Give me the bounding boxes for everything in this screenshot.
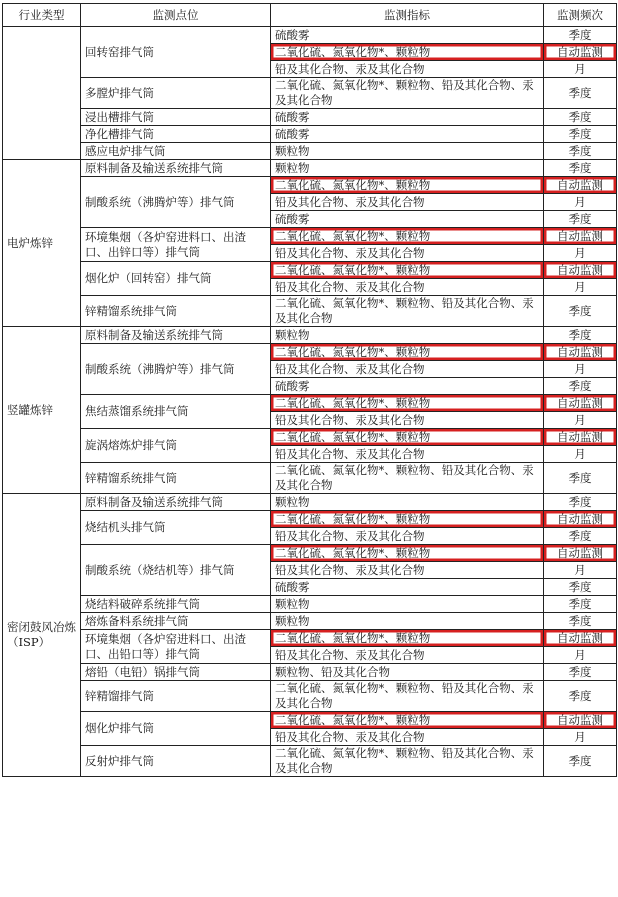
monitoring-point-cell: 浸出槽排气筒 xyxy=(81,109,271,126)
indicator-cell: 铅及其化合物、汞及其化合物 xyxy=(271,446,544,463)
frequency-cell: 季度 xyxy=(544,160,617,177)
table-body xyxy=(3,27,617,777)
indicator-cell: 颗粒物 xyxy=(271,327,544,344)
monitoring-point-cell: 焦结蒸馏系统排气筒 xyxy=(81,395,271,429)
frequency-cell: 月 xyxy=(544,194,617,211)
indicator-cell: 二氧化硫、氮氧化物*、颗粒物 xyxy=(271,344,544,361)
header-frequency: 监测频次 xyxy=(544,4,617,27)
monitoring-point-cell: 制酸系统（烧结机等）排气筒 xyxy=(81,545,271,596)
table-row xyxy=(3,27,617,44)
table-row xyxy=(3,109,617,126)
frequency-cell: 自动监测 xyxy=(544,429,617,446)
monitoring-point-cell: 制酸系统（沸腾炉等）排气筒 xyxy=(81,177,271,228)
frequency-cell: 月 xyxy=(544,245,617,262)
indicator-cell: 硫酸雾 xyxy=(271,126,544,143)
indicator-cell: 铅及其化合物、汞及其化合物 xyxy=(271,528,544,545)
table-row xyxy=(3,596,617,613)
monitoring-table xyxy=(2,3,617,777)
frequency-cell: 自动监测 xyxy=(544,511,617,528)
frequency-cell: 季度 xyxy=(544,596,617,613)
table-row xyxy=(3,463,617,494)
highlighted-row xyxy=(3,630,617,647)
frequency-cell: 季度 xyxy=(544,681,617,712)
monitoring-point-cell: 旋涡熔炼炉排气筒 xyxy=(81,429,271,463)
highlighted-row xyxy=(3,511,617,528)
industry-type-cell: 竖罐炼锌 xyxy=(3,327,81,494)
monitoring-point-cell: 原料制备及输送系统排气筒 xyxy=(81,327,271,344)
indicator-cell: 二氧化硫、氮氧化物*、颗粒物、铅及其化合物、汞及其化合物 xyxy=(271,296,544,327)
indicator-cell: 颗粒物 xyxy=(271,596,544,613)
monitoring-point-cell: 回转窑排气筒 xyxy=(81,27,271,78)
indicator-cell: 二氧化硫、氮氧化物*、颗粒物、铅及其化合物、汞及其化合物 xyxy=(271,78,544,109)
frequency-cell: 自动监测 xyxy=(544,177,617,194)
monitoring-point-cell: 烧结料破碎系统排气筒 xyxy=(81,596,271,613)
frequency-cell: 自动监测 xyxy=(544,344,617,361)
indicator-cell: 二氧化硫、氮氧化物*、颗粒物 xyxy=(271,44,544,61)
highlighted-row xyxy=(3,262,617,279)
monitoring-point-cell: 锌精馏系统排气筒 xyxy=(81,296,271,327)
monitoring-table-page xyxy=(2,3,616,777)
monitoring-point-cell: 锌精馏排气筒 xyxy=(81,681,271,712)
monitoring-point-cell: 多膛炉排气筒 xyxy=(81,78,271,109)
indicator-cell: 铅及其化合物、汞及其化合物 xyxy=(271,729,544,746)
indicator-cell: 二氧化硫、氮氧化物*、颗粒物 xyxy=(271,177,544,194)
monitoring-point-cell: 制酸系统（沸腾炉等）排气筒 xyxy=(81,344,271,395)
frequency-cell: 月 xyxy=(544,412,617,429)
monitoring-point-cell: 锌精馏系统排气筒 xyxy=(81,463,271,494)
frequency-cell: 月 xyxy=(544,361,617,378)
indicator-cell: 硫酸雾 xyxy=(271,27,544,44)
monitoring-point-cell: 熔炼备料系统排气筒 xyxy=(81,613,271,630)
indicator-cell: 颗粒物 xyxy=(271,494,544,511)
table-row xyxy=(3,664,617,681)
table-row xyxy=(3,126,617,143)
highlighted-row xyxy=(3,177,617,194)
frequency-cell: 自动监测 xyxy=(544,545,617,562)
frequency-cell: 季度 xyxy=(544,211,617,228)
frequency-cell: 季度 xyxy=(544,528,617,545)
indicator-cell: 二氧化硫、氮氧化物*、颗粒物 xyxy=(271,712,544,729)
frequency-cell: 季度 xyxy=(544,378,617,395)
indicator-cell: 铅及其化合物、汞及其化合物 xyxy=(271,361,544,378)
table-row xyxy=(3,613,617,630)
frequency-cell: 自动监测 xyxy=(544,44,617,61)
indicator-cell: 铅及其化合物、汞及其化合物 xyxy=(271,61,544,78)
indicator-cell: 颗粒物、铅及其化合物 xyxy=(271,664,544,681)
header-row xyxy=(3,4,617,27)
frequency-cell: 季度 xyxy=(544,664,617,681)
table-row xyxy=(3,494,617,511)
indicator-cell: 二氧化硫、氮氧化物*、颗粒物 xyxy=(271,545,544,562)
indicator-cell: 二氧化硫、氮氧化物*、颗粒物 xyxy=(271,228,544,245)
indicator-cell: 硫酸雾 xyxy=(271,378,544,395)
highlighted-row xyxy=(3,545,617,562)
frequency-cell: 月 xyxy=(544,562,617,579)
highlighted-row xyxy=(3,344,617,361)
frequency-cell: 自动监测 xyxy=(544,228,617,245)
frequency-cell: 季度 xyxy=(544,27,617,44)
indicator-cell: 硫酸雾 xyxy=(271,109,544,126)
header-indicator: 监测指标 xyxy=(271,4,544,27)
indicator-cell: 硫酸雾 xyxy=(271,211,544,228)
indicator-cell: 二氧化硫、氮氧化物*、颗粒物、铅及其化合物、汞及其化合物 xyxy=(271,463,544,494)
indicator-cell: 铅及其化合物、汞及其化合物 xyxy=(271,647,544,664)
monitoring-point-cell: 原料制备及输送系统排气筒 xyxy=(81,494,271,511)
header-industry: 行业类型 xyxy=(3,4,81,27)
industry-type-cell: 密闭鼓风冶炼（ISP） xyxy=(3,494,81,777)
indicator-cell: 二氧化硫、氮氧化物*、颗粒物 xyxy=(271,630,544,647)
indicator-cell: 二氧化硫、氮氧化物*、颗粒物 xyxy=(271,262,544,279)
frequency-cell: 自动监测 xyxy=(544,262,617,279)
frequency-cell: 月 xyxy=(544,279,617,296)
indicator-cell: 二氧化硫、氮氧化物*、颗粒物 xyxy=(271,429,544,446)
frequency-cell: 月 xyxy=(544,446,617,463)
frequency-cell: 季度 xyxy=(544,463,617,494)
frequency-cell: 季度 xyxy=(544,78,617,109)
frequency-cell: 自动监测 xyxy=(544,395,617,412)
frequency-cell: 季度 xyxy=(544,579,617,596)
frequency-cell: 自动监测 xyxy=(544,630,617,647)
indicator-cell: 二氧化硫、氮氧化物*、颗粒物、铅及其化合物、汞及其化合物 xyxy=(271,681,544,712)
monitoring-point-cell: 烧结机头排气筒 xyxy=(81,511,271,545)
monitoring-point-cell: 原料制备及输送系统排气筒 xyxy=(81,160,271,177)
monitoring-point-cell: 净化槽排气筒 xyxy=(81,126,271,143)
table-row xyxy=(3,143,617,160)
header-point: 监测点位 xyxy=(81,4,271,27)
monitoring-point-cell: 环境集烟（各炉窑进料口、出渣口、出锌口等）排气筒 xyxy=(81,228,271,262)
indicator-cell: 铅及其化合物、汞及其化合物 xyxy=(271,562,544,579)
industry-type-cell xyxy=(3,27,81,160)
frequency-cell: 月 xyxy=(544,61,617,78)
monitoring-point-cell: 熔铅（电铅）锅排气筒 xyxy=(81,664,271,681)
table-row xyxy=(3,78,617,109)
industry-type-cell: 电炉炼锌 xyxy=(3,160,81,327)
highlighted-row xyxy=(3,395,617,412)
indicator-cell: 硫酸雾 xyxy=(271,579,544,596)
highlighted-row xyxy=(3,228,617,245)
frequency-cell: 季度 xyxy=(544,109,617,126)
indicator-cell: 铅及其化合物、汞及其化合物 xyxy=(271,194,544,211)
frequency-cell: 月 xyxy=(544,729,617,746)
highlighted-row xyxy=(3,712,617,729)
monitoring-point-cell: 烟化炉排气筒 xyxy=(81,712,271,746)
indicator-cell: 颗粒物 xyxy=(271,160,544,177)
indicator-cell: 二氧化硫、氮氧化物*、颗粒物 xyxy=(271,511,544,528)
table-row xyxy=(3,296,617,327)
table-row xyxy=(3,327,617,344)
highlighted-row xyxy=(3,429,617,446)
monitoring-point-cell: 烟化炉（回转窑）排气筒 xyxy=(81,262,271,296)
table-row xyxy=(3,746,617,777)
frequency-cell: 月 xyxy=(544,647,617,664)
frequency-cell: 季度 xyxy=(544,126,617,143)
indicator-cell: 二氧化硫、氮氧化物*、颗粒物、铅及其化合物、汞及其化合物 xyxy=(271,746,544,777)
monitoring-point-cell: 感应电炉排气筒 xyxy=(81,143,271,160)
indicator-cell: 铅及其化合物、汞及其化合物 xyxy=(271,245,544,262)
frequency-cell: 自动监测 xyxy=(544,712,617,729)
frequency-cell: 季度 xyxy=(544,296,617,327)
frequency-cell: 季度 xyxy=(544,327,617,344)
indicator-cell: 颗粒物 xyxy=(271,613,544,630)
frequency-cell: 季度 xyxy=(544,746,617,777)
frequency-cell: 季度 xyxy=(544,494,617,511)
frequency-cell: 季度 xyxy=(544,143,617,160)
table-row xyxy=(3,160,617,177)
frequency-cell: 季度 xyxy=(544,613,617,630)
indicator-cell: 二氧化硫、氮氧化物*、颗粒物 xyxy=(271,395,544,412)
indicator-cell: 铅及其化合物、汞及其化合物 xyxy=(271,412,544,429)
indicator-cell: 铅及其化合物、汞及其化合物 xyxy=(271,279,544,296)
monitoring-point-cell: 环境集烟（各炉窑进料口、出渣口、出铅口等）排气筒 xyxy=(81,630,271,664)
monitoring-point-cell: 反射炉排气筒 xyxy=(81,746,271,777)
indicator-cell: 颗粒物 xyxy=(271,143,544,160)
table-row xyxy=(3,681,617,712)
